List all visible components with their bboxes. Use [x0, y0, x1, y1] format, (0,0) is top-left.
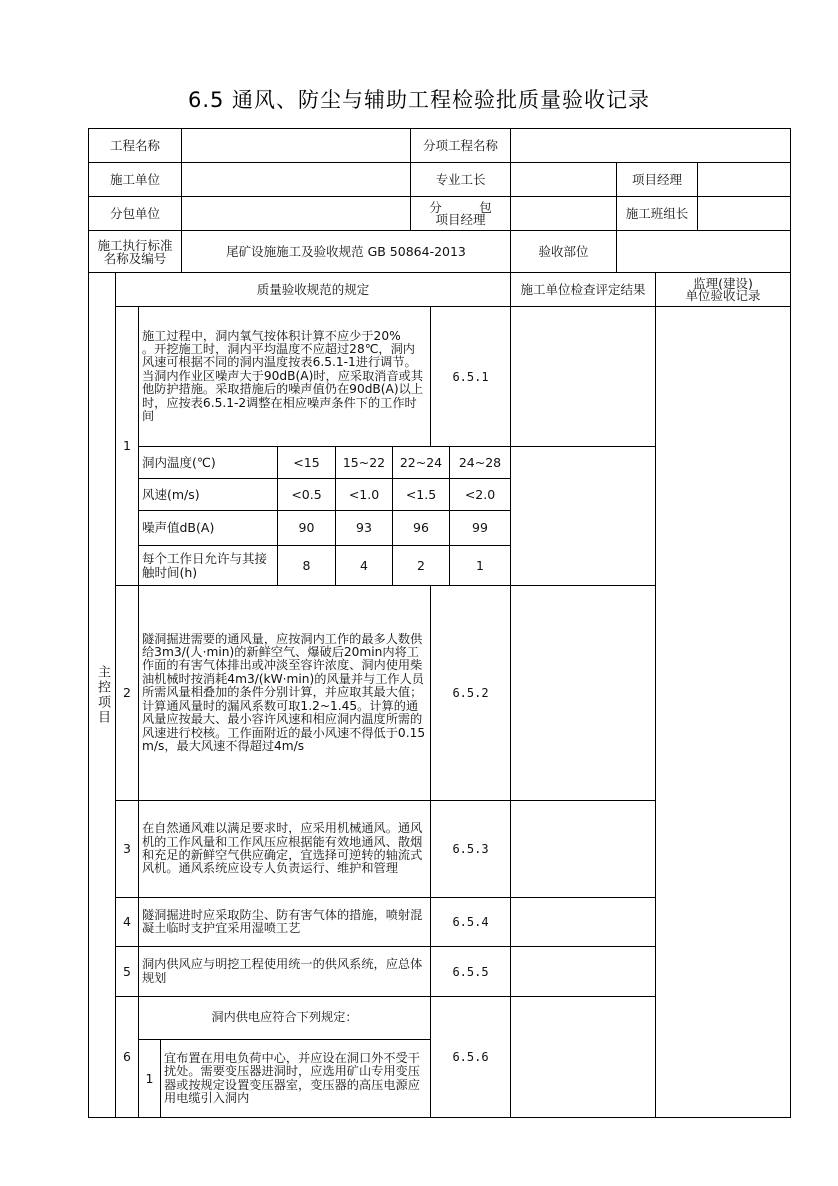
sub-pm-label-line1: 分 包	[429, 199, 492, 215]
noise-value: 96	[392, 510, 450, 546]
item-4-clause: 6.5.4	[430, 897, 511, 947]
team-leader-field[interactable]	[697, 196, 791, 231]
item-4-result-field[interactable]	[510, 897, 656, 947]
item-2-clause: 6.5.2	[430, 585, 511, 801]
item-1-result-field[interactable]	[510, 306, 656, 447]
item-5-clause: 6.5.5	[430, 946, 511, 997]
item-2-text: 隧洞掘进需要的通风量，应按洞内工作的最多人数供给3m3/(人·min)的新鲜空气、爆破后20min内将工作面的有害气体排出或冲淡至容许浓度、洞内使用柴油机械时按消耗4m3/(kW·min)的风量并与工作人员所需风量相叠加的条件分别计算，并应取其最大值；计算通风量时的漏风系数可取1.2~1.45。计算的通风量应按最大、最小容许风速和相应洞内温度所需的风速进行校核。工作面附近的最小风速不得低于0.15m/s，最大风速不得超过4m/s	[138, 585, 431, 801]
noise-row-label: 噪声值dB(A)	[138, 510, 278, 546]
supervision-header-line2: 单位验收记录	[685, 287, 761, 303]
standard-label-line1: 施工执行标准	[97, 237, 173, 253]
item-3-clause: 6.5.3	[430, 800, 511, 898]
wind-speed-value: <0.5	[277, 478, 336, 511]
main-control-label: 主控项目	[95, 665, 110, 725]
noise-value: 90	[277, 510, 336, 546]
wind-speed-value: <1.0	[335, 478, 393, 511]
result-column-header: 施工单位检查评定结果	[510, 272, 656, 307]
noise-value: 99	[449, 510, 511, 546]
item-1-text: 施工过程中，洞内氧气按体积计算不应少于20% 。开挖施工时，洞内平均温度不应超过28℃，洞内风速可根据不同的洞内温度按表6.5.1-1进行调节。 当洞内作业区噪声大于90dB(A)时，应采取消音或其他防护措施。采取措施后的噪声值仍在90dB(A)以上时，应按表6.5.1-2调整在相应噪声条件下的工作时间	[138, 306, 431, 447]
item-1-table-result-field[interactable]	[510, 446, 656, 586]
wind-speed-value: <2.0	[449, 478, 511, 511]
item-1-number: 1	[115, 306, 139, 586]
exposure-time-value: 4	[335, 545, 393, 586]
foreman-label: 专业工长	[410, 162, 511, 197]
temp-value: <15	[277, 446, 336, 479]
item-4-text: 隧洞掘进时应采取防尘、防有害气体的措施，喷射混凝土临时支护宜采用湿喷工艺	[138, 897, 431, 947]
item-3-number: 3	[115, 800, 139, 898]
subcontractor-field[interactable]	[181, 196, 411, 231]
item-6-sub-1-number: 1	[138, 1039, 161, 1118]
page-title: 6.5 通风、防尘与辅助工程检验批质量验收记录	[187, 88, 651, 112]
exposure-time-value: 8	[277, 545, 336, 586]
exposure-time-row-label: 每个工作日允许与其接触时间(h)	[138, 545, 278, 586]
project-manager-label: 项目经理	[616, 162, 698, 197]
standard-label-line2: 名称及编号	[103, 250, 167, 266]
item-3-result-field[interactable]	[510, 800, 656, 898]
item-4-number: 4	[115, 897, 139, 947]
wind-speed-value: <1.5	[392, 478, 450, 511]
construction-unit-label: 施工单位	[88, 162, 182, 197]
standard-value: 尾矿设施施工及验收规范 GB 50864-2013	[181, 230, 511, 273]
sub-pm-field[interactable]	[510, 196, 617, 231]
item-2-number: 2	[115, 585, 139, 801]
item-2-result-field[interactable]	[510, 585, 656, 801]
acceptance-part-label: 验收部位	[510, 230, 617, 273]
item-5-text: 洞内供风应与明挖工程使用统一的供风系统，应总体规划	[138, 946, 431, 997]
item-5-number: 5	[115, 946, 139, 997]
sub-pm-label-line2: 项目经理	[435, 211, 486, 227]
item-3-text: 在自然通风难以满足要求时，应采用机械通风。通风机的工作风量和工作风压应根据能有效地通风、散烟和充足的新鲜空气供应确定，宜选择可逆转的轴流式风机。通风系统应设专人负责运行、维护和管理	[138, 800, 431, 898]
project-name-field[interactable]	[181, 128, 411, 163]
item-6-result-field[interactable]	[510, 996, 656, 1118]
main-control-column	[88, 272, 116, 1118]
item-6-clause: 6.5.6	[430, 996, 511, 1118]
item-1-clause: 6.5.1	[430, 306, 511, 447]
subitem-name-field[interactable]	[510, 128, 791, 163]
team-leader-label: 施工班组长	[616, 196, 698, 231]
noise-value: 93	[335, 510, 393, 546]
subitem-name-label: 分项工程名称	[410, 128, 511, 163]
temp-value: 22~24	[392, 446, 450, 479]
supervision-column-header	[655, 272, 791, 307]
subcontractor-label: 分包单位	[88, 196, 182, 231]
construction-unit-field[interactable]	[181, 162, 411, 197]
wind-speed-row-label: 风速(m/s)	[138, 478, 278, 511]
item-6-text: 洞内供电应符合下列规定：	[138, 996, 431, 1040]
project-manager-field[interactable]	[697, 162, 791, 197]
temp-value: 24~28	[449, 446, 511, 479]
item-5-result-field[interactable]	[510, 946, 656, 997]
item-6-number: 6	[115, 996, 139, 1118]
supervision-header-line1: 监理(建设)	[693, 275, 753, 291]
foreman-field[interactable]	[510, 162, 617, 197]
supervision-record-field[interactable]	[655, 306, 791, 1118]
spec-column-header: 质量验收规范的规定	[115, 272, 511, 307]
acceptance-part-field[interactable]	[616, 230, 791, 273]
exposure-time-value: 2	[392, 545, 450, 586]
exposure-time-value: 1	[449, 545, 511, 586]
item-6-sub-1-text: 宜布置在用电负荷中心，并应设在洞口外不受干扰处。需要变压器进洞时，应选用矿山专用变压器或按规定设置变压器室，变压器的高压电源应用电缆引入洞内	[160, 1039, 431, 1118]
sub-pm-label	[410, 196, 511, 231]
project-name-label: 工程名称	[88, 128, 182, 163]
temp-row-label: 洞内温度(℃)	[138, 446, 278, 479]
standard-label	[88, 230, 182, 273]
temp-value: 15~22	[335, 446, 393, 479]
